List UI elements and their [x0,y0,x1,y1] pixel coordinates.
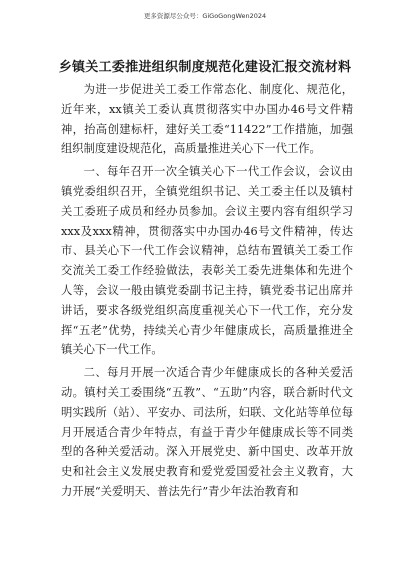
document-body [61,80,353,505]
paragraph-intro: 为进一步促进关工委工作常态化、制度化、规范化，近年来，xx镇关工委认真贯彻落实中办国办46号文件精神，抬高创建标杆，建好关工委“11422”工作措施，加强组织制度建设规范化，高质量推进关心下一代工作。 [61,83,353,156]
paragraph-section-2: 二、每月开展一次适合青少年健康成长的各种关爱活动。镇村关工委围绕“五教”、“五助”内容，联合新时代文明实践所（站）、平安办、司法所，妇联、文化站等单位每月开展适合青少年特点，有益于青少年健康成长等不同类型的各种关爱活动。深入开展党史、新中国史、改革开放史和社会主义发展史教育和爱党爱国爱社会主义教育，大力开展“关爱明天、普法先行”青少年法治教育和 [61,366,353,498]
header-note: 更多资源尽公众号：GiGoGongWen2024 [143,12,267,20]
document-title: 乡镇关工委推进组织制度规范化建设汇报交流材料 [58,60,352,75]
paragraph-section-1: 一、每年召开一次全镇关心下一代工作会议，会议由镇党委组织召开，全镇党组织书记、关工委主任以及镇村关工委班子成员和经办员参加。会议主要内容有组织学习xxx及xxx精神，贯彻落实中办国办46号文件精神，传达市、县关心下一代工作会议精神，总结布置镇关工委工作交流关工委工作经验做法，表彰关工委先进集体和先进个人等，会议一般由镇党委副书记主持，镇党委书记出席并讲话，要求各级党组织高度重视关心下一代工作，充分发挥“五老”优势，持续关心青少年健康成长，高质量推进全镇关心下一代工作。 [61,165,353,357]
